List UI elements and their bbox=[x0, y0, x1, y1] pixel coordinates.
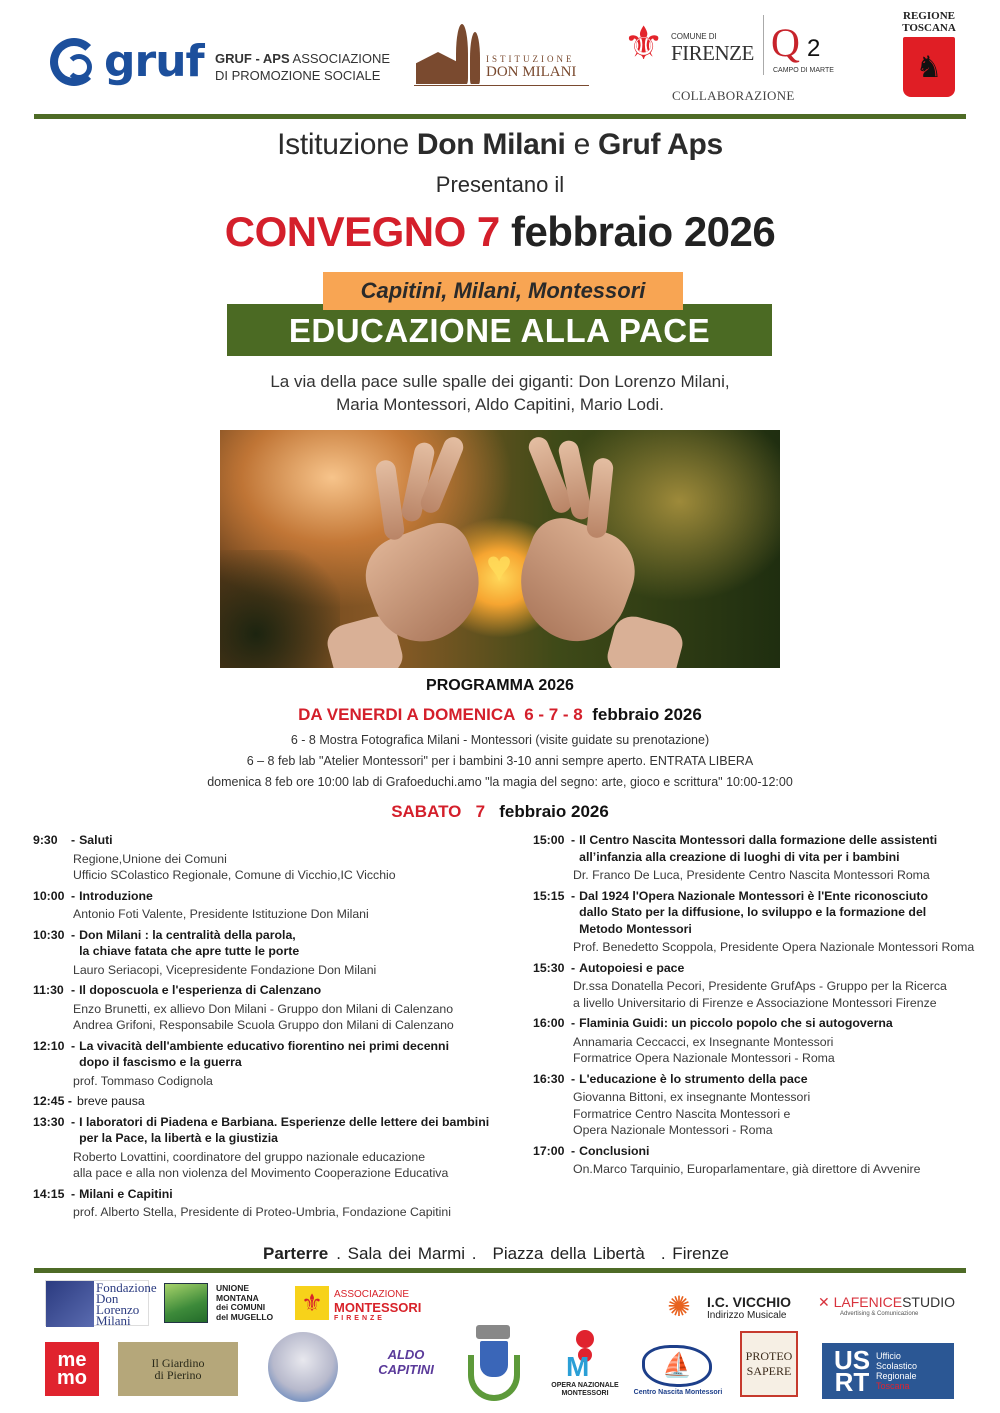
schedule-time: 10:30 bbox=[33, 927, 65, 942]
schedule-dash: - bbox=[71, 927, 76, 942]
schedule-item bbox=[533, 1143, 1000, 1178]
schedule-dash: - bbox=[571, 888, 576, 903]
program-line: 6 - 8 Mostra Fotografica Milani - Montessori (visite guidate su prenotazione) bbox=[290, 733, 710, 747]
schedule-dash: - bbox=[571, 960, 576, 975]
top-divider bbox=[34, 114, 966, 119]
schedule-dash: - bbox=[71, 833, 76, 847]
schedule-time: 15:30 bbox=[533, 960, 565, 975]
organizers-title bbox=[0, 128, 1000, 162]
program-line: 6 – 8 feb lab "Atelier Montessori" per i bambini 3-10 anni sempre aperto. ENTRATA LIBERA bbox=[246, 754, 754, 768]
schedule-item bbox=[33, 1093, 523, 1110]
convegno-date-text: febbraio 2026 bbox=[499, 208, 776, 255]
programma-days bbox=[0, 705, 1000, 725]
schedule-time: 12:10 bbox=[33, 1038, 65, 1053]
schedule-dash: - bbox=[571, 1071, 576, 1086]
fondazione-text: Fondazione Don Lorenzo Milani bbox=[96, 1280, 157, 1328]
schedule-time: 15:00 bbox=[533, 833, 565, 847]
schedule-time: 17:00 bbox=[533, 1143, 565, 1158]
schedule-title: I laboratori di Piadena e Barbiana. Esperienze delle lettere dei bambini per la Pace, la libertà e la giustizia bbox=[79, 1114, 490, 1145]
schedule-dash: - bbox=[71, 1186, 76, 1201]
cypress-icon bbox=[456, 24, 468, 84]
schedule-item bbox=[33, 982, 523, 1034]
crown-icon bbox=[476, 1325, 510, 1339]
schedule-dash: - bbox=[71, 888, 76, 903]
schedule-time: 16:30 bbox=[533, 1071, 565, 1086]
schedule-item-header bbox=[533, 888, 1000, 938]
comune-big-text: FIRENZE bbox=[671, 41, 754, 65]
schedule-title: Flaminia Guidi: un piccolo popolo che si autogoverna bbox=[579, 1016, 893, 1030]
program-line: domenica 8 feb ore 10:00 lab di Grafoeduchi.amo "la magia del segno: arte, gioco e scrittura" 10:00-12:00 bbox=[207, 775, 793, 789]
gruf-description bbox=[215, 50, 390, 84]
schedule-time: 14:15 bbox=[33, 1186, 65, 1201]
days-rest: febbraio 2026 bbox=[582, 705, 702, 724]
schedule-title: Milani e Capitini bbox=[79, 1186, 173, 1201]
schedule-speakers: Dr. Franco De Luca, Presidente Centro Nascita Montessori Roma bbox=[573, 868, 930, 882]
venue-city: . Firenze bbox=[660, 1244, 729, 1263]
don-milani-portrait bbox=[46, 1281, 94, 1327]
schedule-dash: - bbox=[71, 983, 76, 997]
ic-vicchio-name: I.C. VICCHIO bbox=[707, 1294, 792, 1310]
schedule-item bbox=[33, 888, 523, 923]
subtitle bbox=[0, 370, 1000, 416]
logo-separator bbox=[763, 15, 764, 75]
bottom-divider bbox=[34, 1268, 966, 1273]
schedule-time: 11:30 bbox=[33, 983, 64, 997]
usr-toscana-logo bbox=[822, 1343, 954, 1399]
unione-montana-text: UNIONE MONTANA dei COMUNI del MUGELLO bbox=[216, 1283, 274, 1322]
heart-icon: ♥ bbox=[485, 542, 513, 591]
assoc-montessori-text: MONTESSORI bbox=[334, 1300, 422, 1315]
opera-nazionale-montessori-logo bbox=[550, 1330, 620, 1400]
regione-line1: REGIONE bbox=[903, 10, 955, 22]
shield-icon bbox=[480, 1341, 508, 1377]
heart-hands-photo bbox=[220, 430, 780, 668]
memo-logo: me mo bbox=[45, 1342, 99, 1396]
q2-number: 2 bbox=[807, 35, 821, 62]
schedule-item-header bbox=[33, 888, 523, 905]
educazione-pace-banner: EDUCAZIONE ALLA PACE bbox=[227, 304, 772, 356]
istituzione-don-milani-logo bbox=[414, 22, 589, 86]
venue-piazza: Piazza della Libertà bbox=[492, 1244, 645, 1263]
schedule-item-header bbox=[33, 1093, 523, 1110]
cypress-icon bbox=[470, 32, 480, 84]
comune-small-text: COMUNE DI bbox=[671, 32, 717, 41]
subtitle-line2: Maria Montessori, Aldo Capitini, Mario Lodi. bbox=[336, 395, 664, 414]
photo-shadow bbox=[220, 550, 340, 668]
gruf-desc-line2: DI PROMOZIONE SOCIALE bbox=[215, 68, 381, 83]
schedule-dash: - bbox=[571, 833, 576, 847]
schedule-item-header bbox=[533, 1071, 1000, 1088]
lafenice-studio: STUDIO bbox=[902, 1294, 955, 1310]
convegno-title bbox=[0, 208, 1000, 256]
schedule-right-column bbox=[533, 832, 1000, 1182]
schedule-speakers: Annamaria Ceccacci, ex Insegnante Montessori Formatrice Opera Nazionale Montessori - Roma bbox=[573, 1034, 835, 1065]
venue-line bbox=[0, 1244, 1000, 1264]
schedule-time: 9:30 bbox=[33, 833, 58, 847]
associazione-montessori-logo bbox=[334, 1289, 421, 1322]
schedule-item-header bbox=[33, 1114, 523, 1147]
gruf-desc-rest: ASSOCIAZIONE bbox=[289, 51, 391, 66]
montessori-lily-icon: ⚜ bbox=[295, 1286, 329, 1320]
dm-logo-line2: DON MILANI bbox=[486, 64, 577, 80]
schedule-item-header bbox=[33, 832, 523, 849]
schedule-dash: - bbox=[571, 1143, 576, 1158]
proteo-saper-logo: PROTEO SAPERE bbox=[740, 1331, 798, 1397]
schedule-title: La vivacità dell'ambiente educativo fiorentino nei primi decenni dopo il fascismo e la guerra bbox=[79, 1038, 449, 1069]
schedule-item-header bbox=[33, 927, 523, 960]
schedule-left-column bbox=[33, 832, 523, 1225]
florence-lily-icon: ⚜ bbox=[623, 17, 665, 69]
red-dot-icon bbox=[576, 1330, 594, 1348]
aldo-capitini-logo: ALDO CAPITINI bbox=[378, 1347, 434, 1377]
onm-m-icon: M bbox=[566, 1351, 590, 1382]
schedule-time: 10:00 bbox=[33, 888, 65, 903]
title-gruf-aps: Gruf Aps bbox=[598, 128, 723, 161]
schedule-dash: - bbox=[71, 1114, 76, 1129]
schedule-speakers: Antonio Foti Valente, Presidente Istituzione Don Milani bbox=[73, 907, 369, 921]
schedule-item-header bbox=[533, 832, 1000, 865]
usrt-region: Toscana bbox=[876, 1381, 910, 1391]
schedule-title: Autopoiesi e pace bbox=[579, 960, 685, 975]
days-red: DA VENERDI A DOMENICA 6 - 7 - 8 bbox=[298, 705, 583, 724]
finger bbox=[586, 457, 614, 539]
schedule-item bbox=[33, 832, 523, 884]
programma-title: PROGRAMMA 2026 bbox=[426, 677, 574, 694]
mountains-icon bbox=[164, 1283, 208, 1323]
ic-vicchio-sub: Indirizzo Musicale bbox=[707, 1310, 787, 1321]
schedule-speakers: Enzo Brunetti, ex allievo Don Milani - Gruppo don Milani di Calenzano Andrea Grifoni, Responsabile Scuola Gruppo don Milani di Calenzano bbox=[73, 1001, 454, 1032]
convegno-red-text: CONVEGNO 7 bbox=[224, 208, 500, 255]
schedule-item bbox=[33, 927, 523, 979]
fondazione-don-milani-logo bbox=[45, 1280, 157, 1328]
house-icon bbox=[416, 52, 460, 84]
schedule-title: Il Centro Nascita Montessori dalla formazione delle assistenti all’infanzia alla creazione di luoghi di vita per i bambini bbox=[579, 833, 938, 864]
gruf-logo bbox=[50, 36, 204, 87]
dm-logo-underline bbox=[414, 85, 589, 86]
giardino-di-pierino-logo: Il Giardino di Pierino bbox=[118, 1342, 238, 1396]
schedule-item bbox=[533, 832, 1000, 884]
onm-text: OPERA NAZIONALE MONTESSORI bbox=[551, 1382, 619, 1397]
schedule-item-header bbox=[533, 1015, 1000, 1032]
schedule-speakers: prof. Tommaso Codignola bbox=[73, 1073, 213, 1088]
schedule-speakers: Regione,Unione dei Comuni Ufficio SColastico Regionale, Comune di Vicchio,IC Vicchio bbox=[73, 851, 396, 882]
schedule-title: Introduzione bbox=[79, 888, 153, 903]
schedule-speakers: Giovanna Bittoni, ex insegnante Montessori Formatrice Centro Nascita Montessori e Opera Nazionale Montessori - Roma bbox=[573, 1090, 811, 1137]
assoc-text: ASSOCIAZIONE bbox=[334, 1289, 410, 1300]
sailboat-icon: ⛵ bbox=[642, 1345, 712, 1387]
schedule-item-header bbox=[533, 1143, 1000, 1160]
schedule-time: 13:30 bbox=[33, 1114, 65, 1129]
schedule-speakers: Roberto Lovattini, coordinatore del gruppo nazionale educazione alla pace e alla non violenza del Movimento Cooperazione Educativa bbox=[73, 1149, 449, 1180]
schedule-item bbox=[533, 960, 1000, 1012]
rainbow-children-circle-logo bbox=[268, 1332, 338, 1402]
finger bbox=[375, 459, 406, 541]
schedule-item-header bbox=[33, 1186, 523, 1203]
pegasus-shield-icon: ♞ bbox=[903, 37, 955, 97]
schedule-title: Il doposcuola e l'esperienza di Calenzano bbox=[79, 983, 322, 997]
schedule-title: Dal 1924 l'Opera Nazionale Montessori è l'Ente riconosciuto dallo Stato per la diffusione, lo sviluppo e la formazione del Metodo Montessori bbox=[579, 888, 929, 936]
assoc-firenze-text: FIRENZE bbox=[334, 1315, 385, 1322]
q2-letter: Q bbox=[771, 20, 800, 65]
schedule-item bbox=[533, 1071, 1000, 1139]
regione-toscana-logo bbox=[900, 10, 958, 100]
schedule-time: 15:15 bbox=[533, 888, 565, 903]
schedule-dash: - bbox=[71, 1038, 76, 1053]
lafenice-studio-logo bbox=[818, 1294, 955, 1317]
schedule-dash: - bbox=[571, 1016, 576, 1030]
schedule-title: Conclusioni bbox=[579, 1143, 650, 1158]
schedule-item bbox=[533, 1015, 1000, 1067]
schedule-title: Don Milani : la centralità della parola, la chiave fatata che apre tutte le porte bbox=[79, 927, 300, 958]
schedule-item bbox=[33, 1038, 523, 1090]
collaborazione-label: COLLABORAZIONE bbox=[672, 88, 795, 103]
sabato-red: SABATO 7 bbox=[391, 802, 486, 821]
title-don-milani: Don Milani bbox=[416, 128, 566, 161]
schedule-title: breve pausa bbox=[77, 1094, 145, 1108]
ic-vicchio-logo bbox=[707, 1294, 791, 1321]
schedule-time: 12:45 - bbox=[33, 1094, 72, 1108]
usrt-text bbox=[876, 1351, 917, 1391]
schedule-speakers: Lauro Seriacopi, Vicepresidente Fondazione Don Milani bbox=[73, 962, 377, 977]
gruf-swirl-icon bbox=[50, 38, 98, 86]
music-people-icon: ✺ bbox=[667, 1290, 691, 1322]
comune-firenze-q2-logo bbox=[623, 15, 845, 77]
schedule-speakers: On.Marco Tarquinio, Europarlamentare, già direttore di Avvenire bbox=[573, 1162, 921, 1176]
cnm-text: Centro Nascita Montessori bbox=[633, 1389, 723, 1396]
schedule-item bbox=[33, 1114, 523, 1182]
comune-vicchio-coat-of-arms bbox=[466, 1325, 522, 1403]
subtitle-line1: La via della pace sulle spalle dei giganti: Don Lorenzo Milani, bbox=[270, 372, 730, 391]
schedule-item-header bbox=[533, 960, 1000, 977]
gruf-wordmark: gruf bbox=[104, 36, 204, 87]
schedule-item-header bbox=[33, 982, 523, 999]
schedule-speakers: prof. Alberto Stella, Presidente di Proteo-Umbria, Fondazione Capitini bbox=[73, 1205, 451, 1219]
schedule-time: 16:00 bbox=[533, 1016, 565, 1030]
usrt-initials: US RT bbox=[833, 1345, 871, 1397]
lafenice-name: LAFENICE bbox=[833, 1294, 903, 1310]
schedule-item-header bbox=[33, 1038, 523, 1071]
sabato-rest: febbraio 2026 bbox=[485, 802, 609, 821]
schedule-speakers: Prof. Benedetto Scoppola, Presidente Opera Nazionale Montessori Roma bbox=[573, 940, 975, 954]
schedule-item bbox=[533, 888, 1000, 956]
lafenice-tagline: Advertising & Comunicazione bbox=[840, 1311, 919, 1317]
title-text: e bbox=[565, 128, 599, 161]
presentano-text: Presentano il bbox=[435, 172, 565, 197]
centro-nascita-montessori-logo bbox=[632, 1345, 724, 1399]
capitini-milani-montessori-banner: Capitini, Milani, Montessori bbox=[323, 272, 683, 310]
venue-sala: . Sala dei Marmi . bbox=[336, 1244, 477, 1263]
regione-line2: TOSCANA bbox=[902, 22, 956, 34]
usrt-name: Ufficio Scolastico Regionale bbox=[876, 1351, 918, 1381]
lafenice-icon: ✕ bbox=[818, 1294, 834, 1310]
sabato-heading bbox=[0, 802, 1000, 822]
schedule-title: L'educazione è lo strumento della pace bbox=[579, 1071, 808, 1086]
schedule-title: Saluti bbox=[79, 833, 113, 847]
gruf-desc-bold: GRUF - APS bbox=[215, 51, 290, 66]
venue-parterre: Parterre bbox=[263, 1244, 329, 1263]
dm-logo-line1: ISTITUZIONE bbox=[486, 54, 575, 64]
q2-subtitle: CAMPO DI MARTE bbox=[773, 67, 834, 74]
title-text: Istituzione bbox=[277, 128, 417, 161]
schedule-speakers: Dr.ssa Donatella Pecori, Presidente GrufAps - Gruppo per la Ricerca a livello Universitario di Firenze e Associazione Montessori Firenze bbox=[573, 979, 947, 1010]
schedule-item bbox=[33, 1186, 523, 1221]
